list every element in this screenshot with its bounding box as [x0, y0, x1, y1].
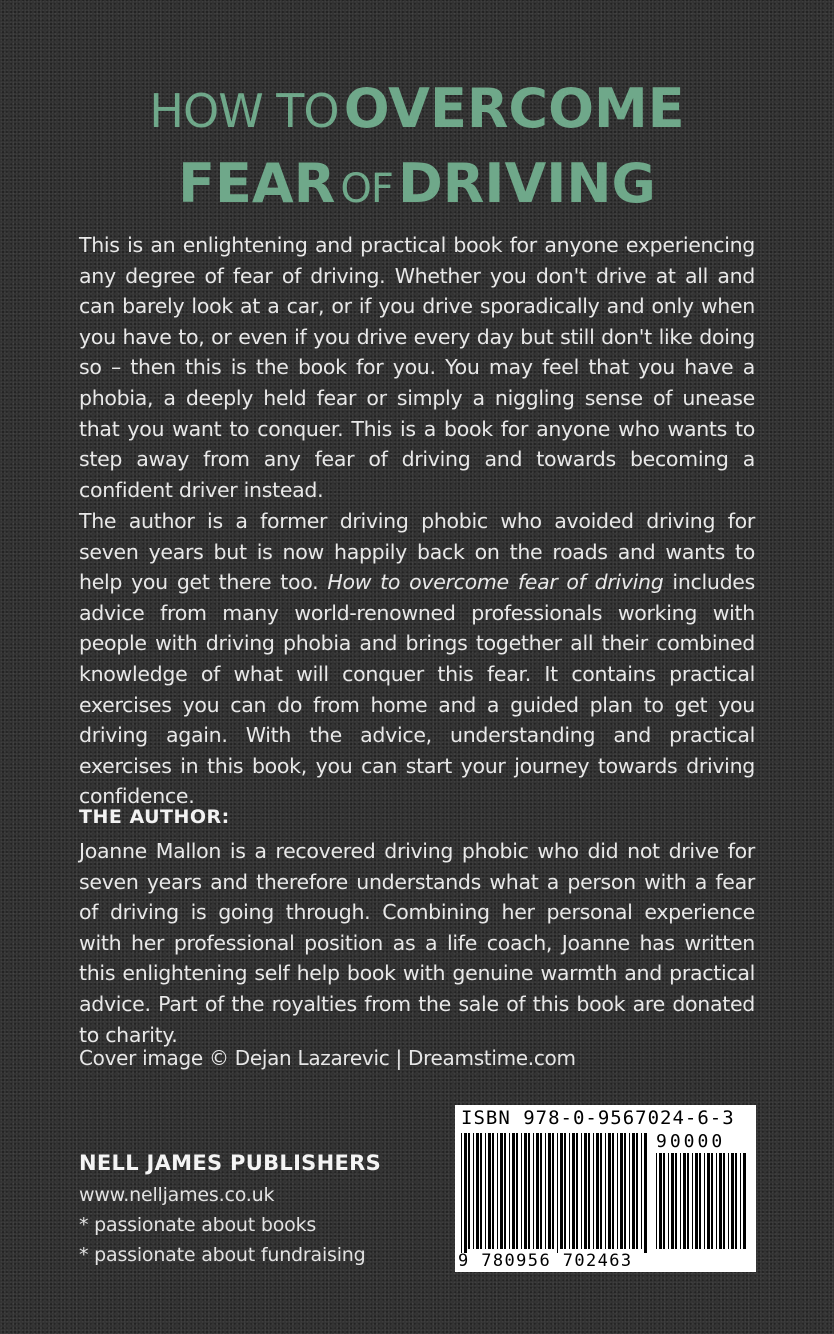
barcode-bar: [716, 1153, 717, 1249]
barcode-bar: [723, 1153, 725, 1249]
barcode-bar: [728, 1153, 729, 1249]
barcode-bar: [671, 1153, 674, 1249]
barcode-bar: [572, 1133, 575, 1249]
barcode-bar: [564, 1133, 566, 1249]
barcode-bar: [656, 1153, 657, 1249]
barcode-bar: [492, 1133, 494, 1249]
barcode-bar: [576, 1133, 578, 1249]
barcode-bar: [521, 1133, 522, 1249]
barcode-bar: [497, 1133, 498, 1249]
barcode-bar: [740, 1153, 741, 1249]
publisher-url: www.nelljames.co.uk: [79, 1184, 275, 1206]
barcode-bar: [707, 1153, 710, 1249]
barcode-bar: [695, 1153, 698, 1249]
barcode-bar: [632, 1133, 635, 1249]
barcode-bar: [500, 1133, 503, 1249]
barcode-bar: [605, 1133, 606, 1249]
barcode-bar: [533, 1133, 534, 1249]
barcode-bar: [719, 1153, 722, 1249]
barcode-bar: [461, 1133, 462, 1253]
title-line-1: [0, 78, 834, 153]
description-paragraph-2: [79, 506, 755, 812]
publisher-tagline-fundraising: * passionate about fundraising: [79, 1244, 366, 1266]
book-title: [0, 78, 834, 228]
barcode-bar: [692, 1153, 693, 1249]
barcode-bar: [588, 1133, 590, 1249]
barcode-bar: [596, 1133, 599, 1249]
cover-image-credit: Cover image © Dejan Lazarevic | Dreamstime.com: [79, 1046, 576, 1070]
barcode-bar: [683, 1153, 686, 1249]
barcode-bar: [504, 1133, 506, 1249]
barcode-bar: [687, 1153, 689, 1249]
description-paragraph-1: This is an enlightening and practical book for anyone experiencing any degree of fear of driving. Whether you don't drive at all and can barely look at a car, or if you drive sporadically and only when you have to, or even if you drive every day but still don't like doing so – then this is the book for you. You may feel that you have a phobia, a deeply held fear or simply a niggling sense of unease that you want to conquer. This is a book for anyone who wants to step away from any fear of driving and towards becoming a confident driver instead.: [79, 233, 755, 502]
author-bio: Joanne Mallon is a recovered driving phobic who did not drive for seven years and therefore understands what a person with a fear of driving is going through. Combining her personal experience with her professional position as a life coach, Joanne has written this enlightening self help book with genuine warmth and practical advice. Part of the royalties from the sale of this book are donated to charity.: [79, 839, 755, 1047]
title-line-2: [0, 153, 834, 228]
barcode-bar: [516, 1133, 518, 1249]
barcode-bar: [711, 1153, 713, 1249]
barcode-bar: [464, 1133, 467, 1253]
barcode-bar: [735, 1153, 737, 1249]
barcode-bar: [548, 1133, 551, 1249]
barcode-bar: [644, 1133, 647, 1253]
barcode-bar: [536, 1133, 539, 1249]
publisher-tagline-books: * passionate about books: [79, 1214, 317, 1236]
barcode-bar: [512, 1133, 515, 1249]
ean-digits: 9 780956 702463: [458, 1251, 633, 1271]
barcode-bar: [680, 1153, 681, 1249]
ean-barcode-bars: [461, 1133, 649, 1253]
barcode-bar: [557, 1133, 558, 1253]
barcode-bar: [659, 1153, 662, 1249]
title-driving: DRIVING: [397, 152, 656, 215]
barcode-bar: [629, 1133, 630, 1249]
isbn-barcode: [455, 1105, 756, 1272]
price-code: 90000: [656, 1131, 726, 1152]
barcode-bar: [569, 1133, 570, 1249]
barcode-bar: [636, 1133, 638, 1249]
barcode-bar: [743, 1153, 746, 1249]
barcode-bar: [468, 1133, 470, 1249]
barcode-bar: [608, 1133, 611, 1249]
barcode-bar: [528, 1133, 530, 1249]
barcode-bar: [620, 1133, 623, 1249]
barcode-bar: [540, 1133, 542, 1249]
title-overcome: OVERCOME: [343, 77, 685, 140]
barcode-bar: [485, 1133, 486, 1249]
barcode-bar: [509, 1133, 510, 1249]
publisher-name: NELL JAMES PUBLISHERS: [79, 1151, 382, 1175]
barcode-bar: [524, 1133, 527, 1249]
title-of: OF: [340, 166, 393, 212]
paragraph-2-text-end: includes advice from many world-renowned professionals working with people with driving phobia and brings together all their combined knowledge of what will conquer this fear. It contains practical exercises you can do from home and a guided plan to get you driving again. With the advice, understanding and practical exercises in this book, you can start your journey towards driving confidence.: [79, 570, 755, 809]
book-title-italic: How to overcome fear of driving: [327, 570, 664, 595]
barcode-bar: [584, 1133, 587, 1249]
barcode-bar: [624, 1133, 626, 1249]
paragraph-2-text-start: The author is a former driving phobic who avoided driving for seven years but is now happily back on the roads and wants to help you get there too.: [79, 509, 755, 595]
barcode-bar: [731, 1153, 734, 1249]
barcode-bar: [600, 1133, 602, 1249]
title-how-to: HOW TO: [149, 84, 339, 138]
barcode-bar: [641, 1133, 642, 1249]
barcode-bar: [560, 1133, 563, 1249]
barcode-bar: [675, 1153, 677, 1249]
author-heading: THE AUTHOR:: [79, 806, 230, 828]
barcode-bar: [617, 1133, 618, 1249]
barcode-bar: [581, 1133, 582, 1249]
barcode-bar: [668, 1153, 669, 1249]
barcode-bar: [593, 1133, 594, 1249]
barcode-bar: [476, 1133, 479, 1249]
addon-barcode-bars: [656, 1153, 750, 1253]
barcode-bar: [552, 1133, 554, 1249]
isbn-number: ISBN 978-0-9567024-6-3: [461, 1107, 735, 1129]
barcode-bar: [473, 1133, 474, 1249]
barcode-bar: [612, 1133, 614, 1249]
title-fear: FEAR: [178, 152, 336, 215]
barcode-bar: [488, 1133, 491, 1249]
barcode-bar: [545, 1133, 546, 1249]
barcode-bar: [704, 1153, 705, 1249]
barcode-bar: [480, 1133, 482, 1249]
barcode-bar: [699, 1153, 701, 1249]
barcode-bar: [663, 1153, 665, 1249]
